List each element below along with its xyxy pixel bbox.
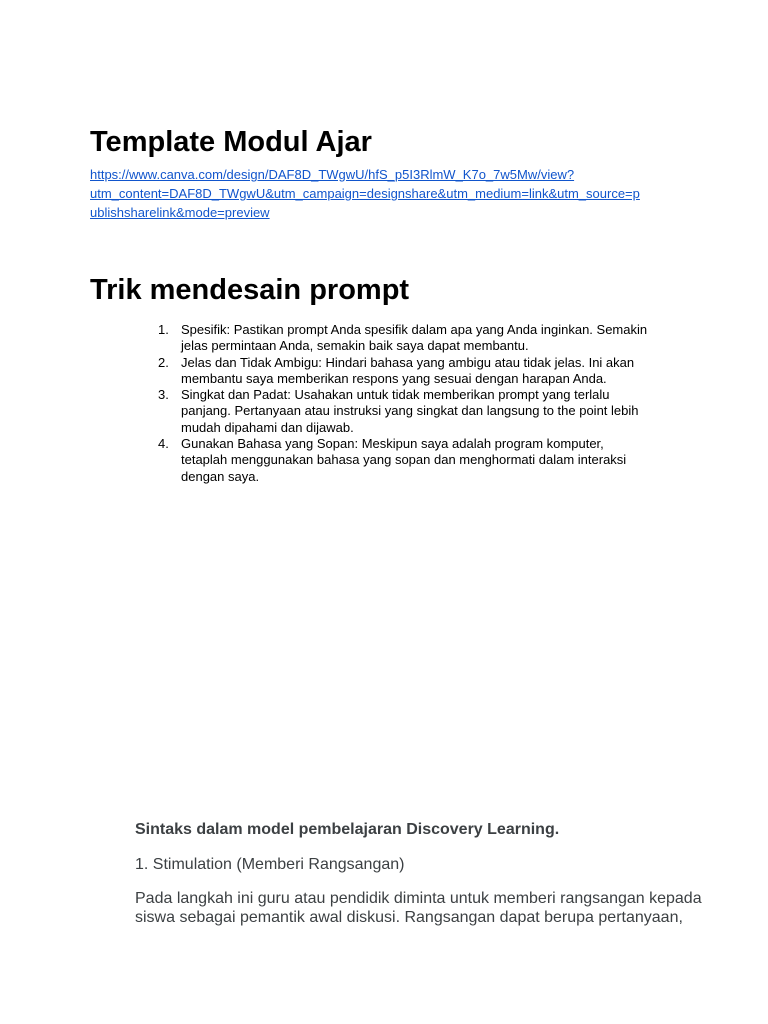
- list-text-line: Jelas dan Tidak Ambigu: Hindari bahasa yang ambigu atau tidak jelas. Ini akan: [181, 354, 635, 370]
- paragraph-line: Pada langkah ini guru atau pendidik diminta untuk memberi rangsangan kepada: [135, 890, 702, 907]
- list-text-line: Singkat dan Padat: Usahakan untuk tidak memberikan prompt yang terlalu: [181, 387, 610, 403]
- document-title: Template Modul Ajar: [90, 126, 372, 158]
- list-text-line: Spesifik: Pastikan prompt Anda spesifik dalam apa yang Anda inginkan. Semakin: [181, 322, 648, 337]
- list-item: [158, 436, 691, 485]
- list-text-line: jelas permintaan Anda, semakin baik saya dapat membantu.: [181, 338, 529, 354]
- list-text-line: mudah dipahami dan dijawab.: [181, 419, 354, 435]
- list-text-line: tetaplah menggunakan bahasa yang sopan dan menghormati dalam interaksi: [181, 452, 627, 468]
- list-text-line: membantu saya memberikan respons yang sesuai dengan harapan Anda.: [181, 370, 607, 386]
- list-item: [158, 354, 691, 388]
- canva-link[interactable]: [90, 165, 690, 222]
- list-number: 3.: [158, 387, 169, 403]
- link-line[interactable]: utm_content=DAF8D_TWgwU&utm_campaign=designshare&utm_medium=link&utm_source=p: [90, 186, 640, 201]
- list-item: [158, 387, 691, 436]
- link-line[interactable]: https://www.canva.com/design/DAF8D_TWgwU/hfS_p5I3RlmW_K7o_7w5Mw/view?: [90, 167, 575, 182]
- paragraph-line: siswa sebagai pemantik awal diskusi. Rangsangan dapat berupa pertanyaan,: [135, 909, 683, 926]
- list-item: [158, 322, 691, 355]
- step-stimulation: 1. Stimulation (Memberi Rangsangan): [135, 856, 405, 873]
- list-number: 1.: [158, 322, 169, 337]
- list-text-line: panjang. Pertanyaan atau instruksi yang singkat dan langsung to the point lebih: [181, 403, 639, 419]
- list-text-line: Gunakan Bahasa yang Sopan: Meskipun saya adalah program komputer,: [181, 436, 604, 452]
- stimulation-paragraph: [135, 889, 702, 927]
- list-number: 2.: [158, 354, 169, 370]
- list-number: 4.: [158, 436, 169, 452]
- link-line[interactable]: ublishsharelink&mode=preview: [90, 205, 270, 220]
- list-text-line: dengan saya.: [181, 468, 260, 484]
- sintaks-heading: Sintaks dalam model pembelajaran Discovery Learning.: [135, 821, 560, 838]
- tips-list: [158, 322, 691, 485]
- section-title: Trik mendesain prompt: [90, 274, 410, 306]
